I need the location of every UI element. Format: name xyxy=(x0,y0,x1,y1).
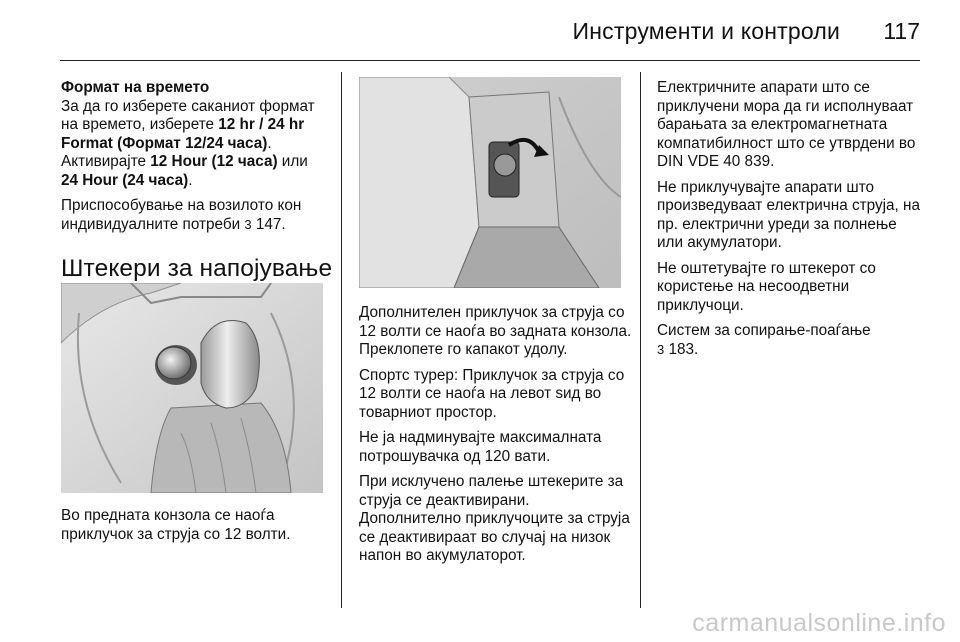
column-divider xyxy=(640,72,641,608)
activate-paragraph: Активирајте 12 Hour (12 часа) или 24 Hour (24 часа). xyxy=(61,153,308,189)
page-ref: 183. xyxy=(668,340,699,358)
rear-socket-illustration xyxy=(359,77,621,288)
caption-text: Во предната конзола се наоѓа приклучок за струја со 12 волти. xyxy=(61,507,291,543)
gear-lever-figure xyxy=(61,283,323,493)
rear-console-figure xyxy=(359,77,621,288)
rear-socket-paragraph: Дополнителен приклучок за струја со 12 волти се наоѓа во задната конзола. Преклопете го капакот удолу. xyxy=(359,304,632,358)
column-2 xyxy=(359,304,634,573)
figure-1-caption xyxy=(61,507,333,551)
column-1 xyxy=(61,79,333,298)
activate-text: Активирајте xyxy=(61,153,151,170)
header-rule xyxy=(60,60,920,61)
page-header-title: Инструменти и контроли xyxy=(572,18,840,44)
time-format-paragraph: За да го изберете саканиот формат на времето, изберете 12 hr / 24 hr Format (Формат 12/24 часа). xyxy=(61,97,315,152)
column-divider xyxy=(341,72,342,608)
gear-lever-illustration xyxy=(61,283,323,493)
max-consumption-paragraph: Не ја надминувајте максималната потрошувачка од 120 вати. xyxy=(359,429,602,465)
option-24-hour: 24 Hour (24 часа) xyxy=(61,171,189,189)
section-title: Штекери за напојување xyxy=(61,255,333,282)
sports-tourer-paragraph: Спортс турер: Приклучок за струја со 12 волти се наоѓа на левот ѕид во товарниот простор. xyxy=(359,366,625,421)
adjust-text: Приспособување на возилото кон индивидуалните потреби xyxy=(61,197,302,233)
stop-start-paragraph xyxy=(657,322,927,359)
adjust-paragraph xyxy=(61,197,333,234)
time-format-heading: Формат на времето xyxy=(61,79,210,96)
page-ref-arrow-icon: 3 xyxy=(657,341,665,357)
socket-damage-paragraph: Не оштетувајте го штекерот со користење на несоодветни приклучоци. xyxy=(657,259,876,314)
page-ref: 147. xyxy=(255,215,286,233)
stop-start-text: Систем за сопирање-поаѓање xyxy=(657,322,871,339)
page-ref-arrow-icon: 3 xyxy=(244,216,252,232)
deactivation-paragraph: При исклучено палење штекерите за струја се деактивирани. Дополнително приклучоците за струја се деактивираат во случај на низок напон во акумулаторот. xyxy=(359,473,630,564)
or-text: или xyxy=(277,153,308,170)
emc-paragraph: Електричните апарати што се приклучени мора да ги исполнуваат барањата за електромагнетната компатибилност што се утврдени во DIN VDE 40 839. xyxy=(657,79,916,170)
page-number: 117 xyxy=(883,18,920,44)
time-format-text: За да го изберете саканиот формат на времето, изберете xyxy=(61,97,315,133)
no-charging-devices-paragraph: Не приклучувајте апарати што произведуваат електрична струја, на пр. електрични уреди за полнење или акумулатори. xyxy=(657,178,920,251)
column-3 xyxy=(657,79,927,359)
watermark: carmanualsonline.info xyxy=(692,609,946,637)
option-12-hour: 12 Hour (12 часа) xyxy=(150,153,278,170)
time-format-option: 12 hr / 24 hr Format (Формат 12/24 часа) xyxy=(61,116,305,152)
